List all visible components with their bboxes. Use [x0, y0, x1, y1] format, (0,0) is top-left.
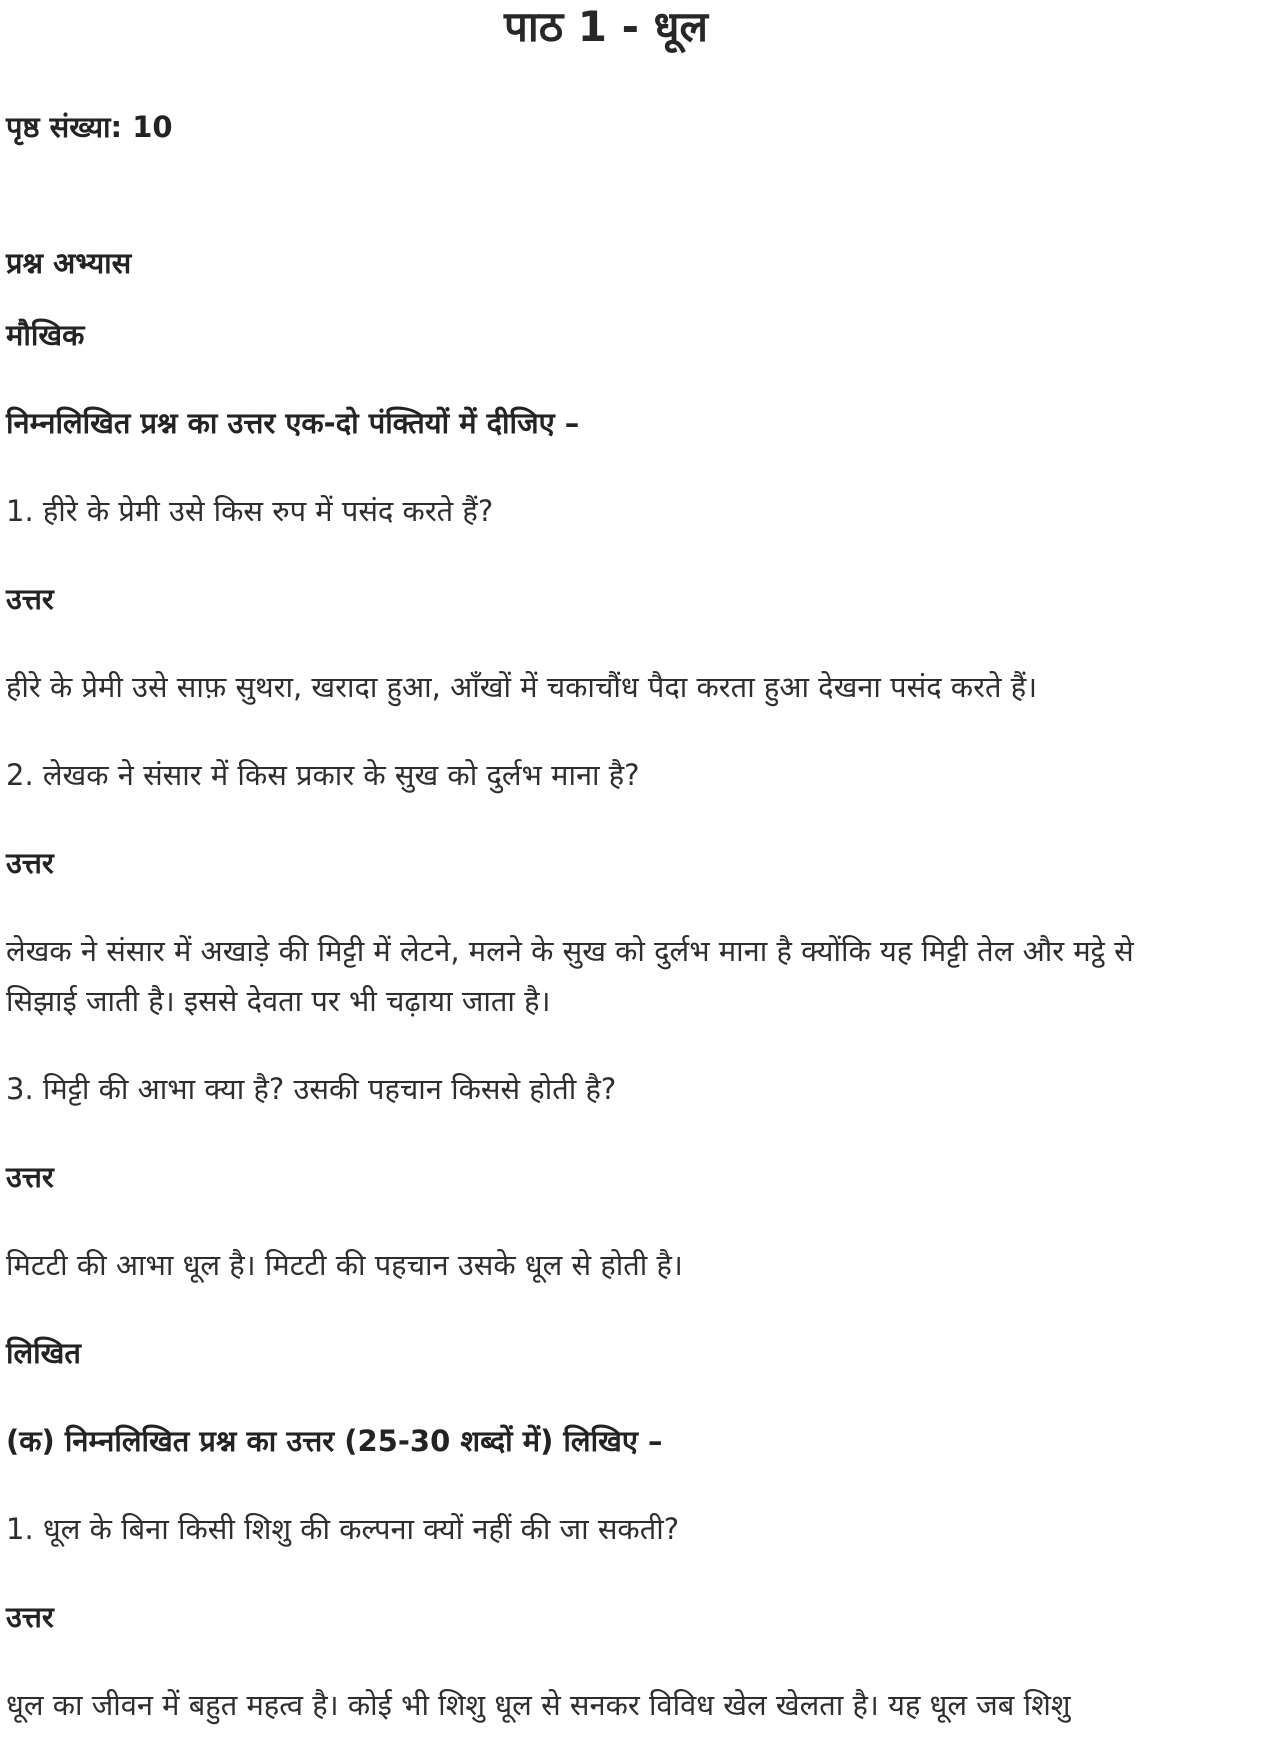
- written-answer-1: धूल का जीवन में बहुत महत्व है। कोई भी शिशु धूल से सनकर विविध खेल खेलता है। यह धूल जब शिशु: [6, 1688, 1071, 1722]
- oral-answer-3: मिटटी की आभा धूल है। मिटटी की पहचान उसके धूल से होती है।: [6, 1248, 683, 1282]
- written-question-1: 1. धूल के बिना किसी शिशु की कल्पना क्यों नहीं की जा सकती?: [6, 1512, 680, 1546]
- answer-label: उत्तर: [6, 846, 54, 880]
- answer-label: उत्तर: [6, 582, 54, 616]
- practice-heading: प्रश्न अभ्यास: [6, 246, 132, 280]
- oral-question-3: 3. मिट्टी की आभा क्या है? उसकी पहचान किससे होती है?: [6, 1072, 617, 1106]
- written-section-heading: लिखित: [6, 1336, 81, 1370]
- oral-question-2: 2. लेखक ने संसार में किस प्रकार के सुख को दुर्लभ माना है?: [6, 758, 640, 792]
- answer-label: उत्तर: [6, 1160, 54, 1194]
- oral-answer-2: लेखक ने संसार में अखाड़े की मिट्टी में लेटने, मलने के सुख को दुर्लभ माना है क्योंकि यह मिट्टी तेल और मट्ठे से सिझाई जाती है। इससे देवता पर भी चढ़ाया जाता है।: [6, 934, 1134, 1018]
- oral-answer-1: हीरे के प्रेमी उसे साफ़ सुथरा, खरादा हुआ, आँखों में चकाचौंध पैदा करता हुआ देखना पसंद करते हैं।: [6, 670, 1038, 704]
- oral-instruction: निम्नलिखित प्रश्न का उत्तर एक-दो पंक्तियों में दीजिए –: [6, 406, 580, 440]
- written-instruction: (क) निम्नलिखित प्रश्न का उत्तर (25-30 शब्दों में) लिखिए –: [6, 1424, 663, 1458]
- page-number: पृष्ठ संख्या: 10: [6, 110, 173, 144]
- answer-label: उत्तर: [6, 1600, 54, 1634]
- oral-question-1: 1. हीरे के प्रेमी उसे किस रुप में पसंद करते हैं?: [6, 494, 494, 528]
- oral-section-heading: मौखिक: [6, 318, 85, 352]
- page-title: पाठ 1 - धूल: [504, 2, 708, 51]
